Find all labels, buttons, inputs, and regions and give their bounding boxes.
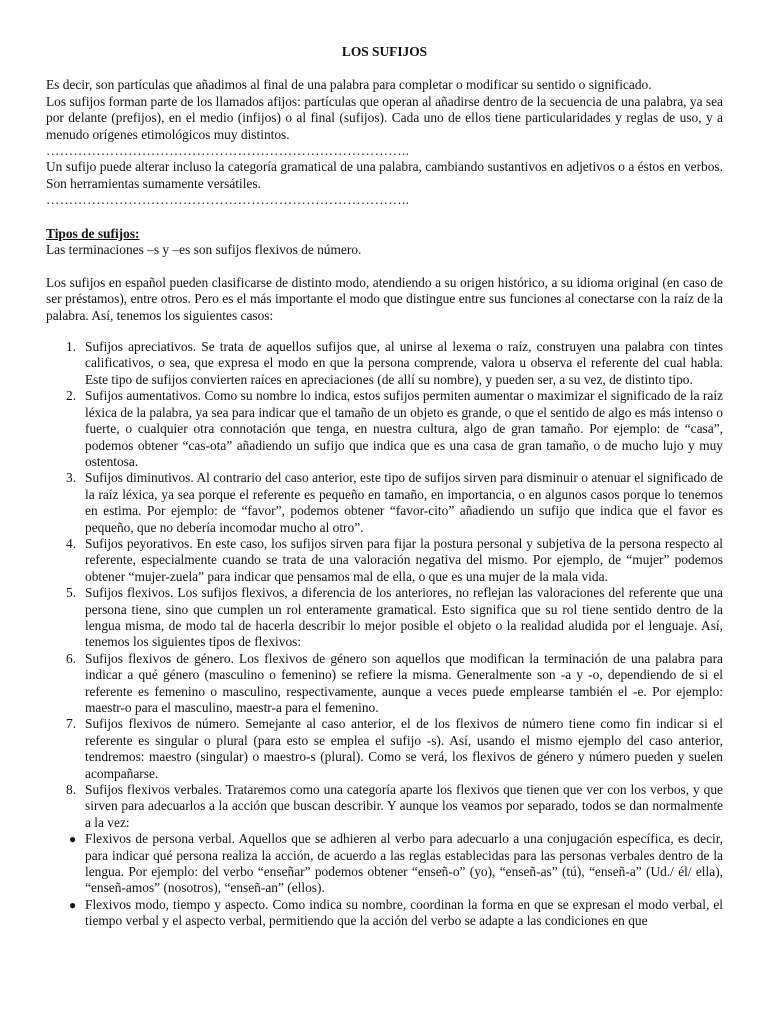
list-item [46,388,723,470]
category-change-paragraph: Un sufijo puede alterar incluso la categoría gramatical de una palabra, cambiando sustantivos en adjetivos o a éstos en verbos. Son herramientas sumamente versátiles. [46,159,723,191]
list-number: 4. [66,535,77,551]
bullet-icon: ● [69,832,77,847]
list-item [46,651,723,717]
classification-paragraph: Los sufijos en español pueden clasificarse de distinto modo, atendiendo a su origen histórico, a su idioma original (en caso de ser préstamos), entre otros. Pero es el más importante el modo que distingue entre sus funciones al conectarse con la raíz de la palabra. Así, tenemos los siguientes casos: [46,274,723,323]
list-number: 6. [66,650,77,666]
list-item-text: Sufijos apreciativos. Se trata de aquellos sufijos que, al unirse al lexema o raíz, construyen una palabra con tintes calificativos, o sea, que expresa el modo en que la persona comprende, valora u observa el referente del cual habla. Este tipo de sufijos convierten raíces en apreciaciones (de allí su nombre), y pueden ser, a su vez, de distinto tipo. [85,339,723,387]
list-number: 5. [66,585,77,601]
types-heading: Tipos de sufijos: [46,225,140,241]
list-item [46,585,723,651]
list-item-text: Flexivos modo, tiempo y aspecto. Como indica su nombre, coordinan la forma en que se expresan el modo verbal, el tiempo verbal y el aspecto verbal, permitiendo que la acción del verbo se adapte a las condiciones en que [85,896,723,929]
list-item-text: Sufijos aumentativos. Como su nombre lo indica, estos sufijos permiten aumentar o maximizar el significado de la raíz léxica de la palabra, ya sea para indicar que el tamaño de un objeto es grande, o que el sentido de algo es más intenso o fuerte, o cualquier otra connotación que tenga, en nuestra cultura, algo de gran tamaño. Por ejemplo: de “casa”, podemos obtener “cas-ota” añadiendo un sufijo que indica que es una casa de gran tamaño, o de mucho lujo y muy ostentosa. [85,388,723,469]
list-item [46,782,723,831]
dotted-separator: …………………………………………………………………….. [46,143,410,159]
list-item-text: Sufijos flexivos de género. Los flexivos de género son aquellos que modifican la terminación de una palabra para indicar a qué género (masculino o femenino) se refiere la misma. Generalmente son -a y -o, dependiendo de si el referente es femenino o masculino, respectivamente, aunque a veces puede emplearse también el -e. Por ejemplo: maestr-o para el masculino, maestr-a para el femenino. [85,650,723,716]
intro-paragraph-2: Los sufijos forman parte de los llamados afijos: partículas que operan al añadirse dentro de la secuencia de una palabra, ya sea por delante (prefijos), en el medio (infijos) o al final (sufijos). Cada uno de ellos tiene particularidades y reglas de uso, y a menudo orígenes etimológicos muy distintos. [46,93,723,142]
list-item [46,470,723,536]
list-item-text: Sufijos diminutivos. Al contrario del caso anterior, este tipo de sufijos sirven para disminuir o atenuar el significado de la raíz léxica, ya sea porque el referente es pequeño en tamaño, en importancia, o en algunos casos porque lo tenemos en estima. Por ejemplo: de “favor”, podemos obtener “favor-cito” añadiendo un sufijo que indica que el favor es pequeño, que no debería incomodar mucho al otro”. [85,470,723,535]
list-number: 1. [66,339,77,355]
bullet-icon: ● [69,897,77,912]
document-title: LOS SUFIJOS [341,44,428,59]
list-item-text: Sufijos flexivos. Los sufijos flexivos, a diferencia de los anteriores, no reflejan las valoraciones del referente que una persona tiene, sino que cumplen un rol enteramente gramatical. Esto significa que su rol tiene sentido dentro de la lengua misma, de modo tal de hacerla describir lo mejor posible el objeto o la realidad aludida por el lenguaje. Así, tenemos los siguientes tipos de flexivos: [85,585,723,650]
list-item-text: Flexivos de persona verbal. Aquellos que se adhieren al verbo para adecuarlo a una conjugación específica, es decir, para indicar qué persona realiza la acción, de acuerdo a las reglas establecidas para las personas verbales dentro de la lengua. Por ejemplo: del verbo “enseñar” podemos obtener “enseñ-o” (yo), “enseñ-as” (tú), “enseñ-a” (Ud./ él/ ella), “enseñ-amos” (nosotros), “enseñ-an” (ellos). [85,831,723,896]
list-number: 8. [66,782,77,798]
list-item [46,831,723,897]
list-number: 7. [66,716,77,732]
list-number: 2. [66,388,77,404]
types-line: Las terminaciones –s y –es son sufijos flexivos de número. [46,242,362,258]
list-item [46,716,723,782]
list-item [46,339,723,388]
list-item-text: Sufijos flexivos de número. Semejante al caso anterior, el de los flexivos de número tiene como fin indicar si el referente es singular o plural (para esto se emplea el sufijo -s). Así, usando el mismo ejemplo del caso anterior, tendremos: maestro (singular) o maestro-s (plural). Como se verá, los flexivos de género y número pueden y suelen acompañarse. [85,716,723,781]
dotted-separator: …………………………………………………………………….. [46,192,410,208]
intro-paragraph-1: Es decir, son partículas que añadimos al final de una palabra para completar o modificar su sentido o significado. [46,77,652,93]
list-number: 3. [66,470,77,486]
spacer [46,258,723,274]
list-item-text: Sufijos flexivos verbales. Trataremos como una categoría aparte los flexivos que tienen que ver con los verbos, y que sirven para adecuarlos a la acción que buscan describir. Y aunque los veamos por separado, todos se dan normalmente a la vez: [85,782,723,830]
list-item [46,897,723,930]
spacer [46,324,723,339]
list-item [46,536,723,585]
suffix-cases-list [46,339,723,831]
list-item-text: Sufijos peyorativos. En este caso, los sufijos sirven para fijar la postura personal y subjetiva de la persona respecto al referente, especialmente cuando se trata de una valoración negativa del mismo. Por ejemplo, de “mujer” podemos obtener “mujer-zuela” para indicar que pensamos mal de ella, o que es una mujer de la mala vida. [85,535,723,584]
document-page [46,44,723,930]
verbal-flexives-list [46,831,723,929]
